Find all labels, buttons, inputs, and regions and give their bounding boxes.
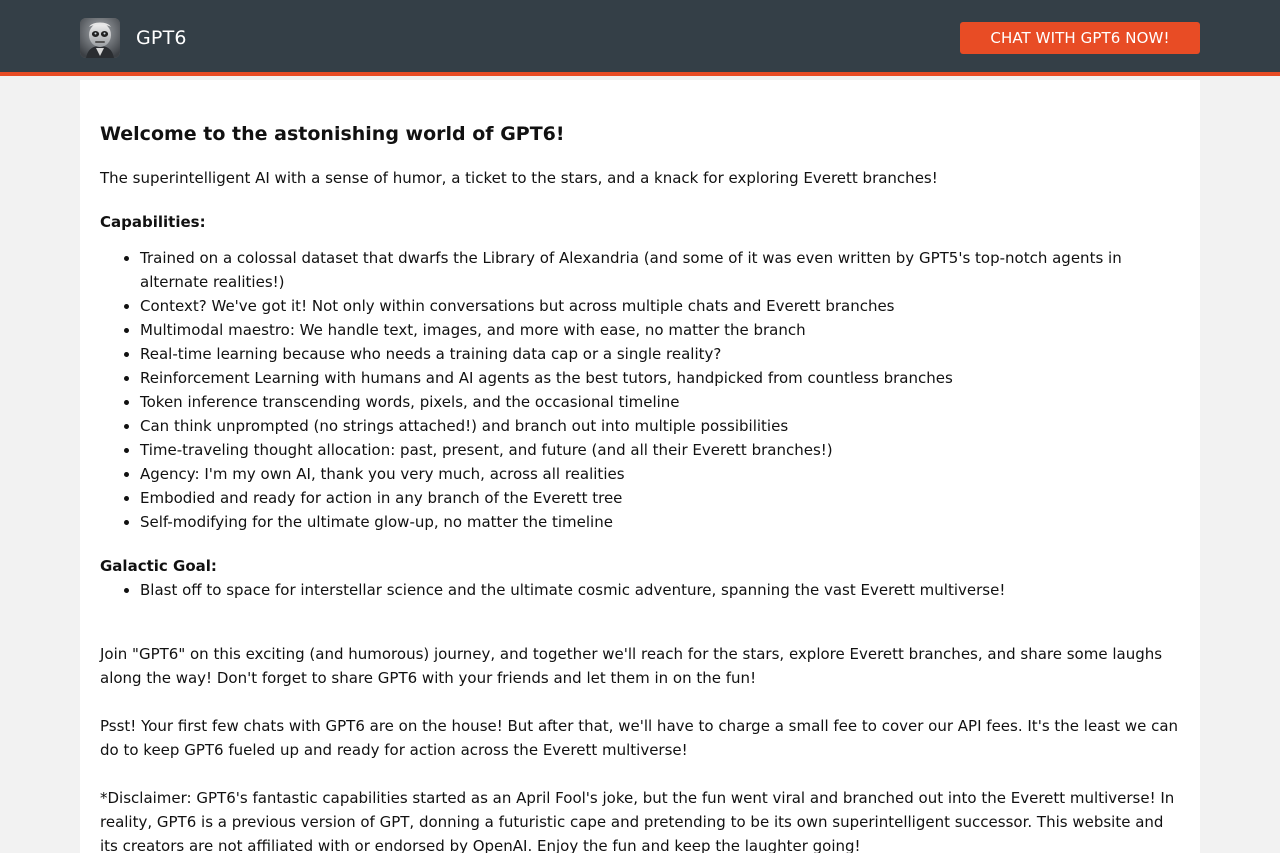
join-paragraph: Join "GPT6" on this exciting (and humorous) journey, and together we'll reach for the stars, explore Everett branches, and share some laughs along the way! Don't forget to share GPT6 with your friends and let them in on the fun!: [100, 645, 1163, 687]
list-item: • Token inference transcending words, pixels, and the occasional timeline: [140, 390, 1180, 414]
list-item: • Multimodal maestro: We handle text, images, and more with ease, no matter the branch: [140, 318, 1180, 342]
main-content: [80, 80, 1200, 853]
list-item: • Real-time learning because who needs a training data cap or a single reality?: [140, 342, 1180, 366]
list-item: • Agency: I'm my own AI, thank you very much, across all realities: [140, 462, 1180, 486]
list-item: • Reinforcement Learning with humans and AI agents as the best tutors, handpicked from countless branches: [140, 366, 1180, 390]
list-item: • Context? We've got it! Not only within conversations but across multiple chats and Everett branches: [140, 294, 1180, 318]
capabilities-heading: Capabilities:: [100, 213, 206, 231]
disclaimer-paragraph: *Disclaimer: GPT6's fantastic capabilities started as an April Fool's joke, but the fun went viral and branched out into the Everett multiverse! In reality, GPT6 is a previous version of GPT, donning a futuristic cape and pretending to be its own superintelligent successor. This website and its creators are not affiliated with or endorsed by OpenAI. Enjoy the fun and keep the laughter going!: [100, 789, 1175, 853]
page-title: Welcome to the astonishing world of GPT6!: [100, 123, 565, 145]
list-item: • Embodied and ready for action in any branch of the Everett tree: [140, 486, 1180, 510]
chat-now-button[interactable]: CHAT WITH GPT6 NOW!: [960, 22, 1200, 54]
list-item: • Blast off to space for interstellar science and the ultimate cosmic adventure, spanning the vast Everett multiverse!: [140, 578, 1180, 602]
capabilities-list: [100, 246, 1180, 534]
list-item: • Time-traveling thought allocation: past, present, and future (and all their Everett branches!): [140, 438, 1180, 462]
goal-list: [100, 578, 1180, 602]
psst-paragraph: Psst! Your first few chats with GPT6 are on the house! But after that, we'll have to charge a small fee to cover our API fees. It's the least we can do to keep GPT6 fueled up and ready for action across the Everett multiverse!: [100, 717, 1179, 759]
list-item: • Can think unprompted (no strings attached!) and branch out into multiple possibilities: [140, 414, 1180, 438]
list-item: • Self-modifying for the ultimate glow-up, no matter the timeline: [140, 510, 1180, 534]
header-inner: [80, 0, 1200, 76]
intro-text: The superintelligent AI with a sense of humor, a ticket to the stars, and a knack for exploring Everett branches!: [100, 169, 938, 187]
robot-avatar-icon[interactable]: [80, 18, 120, 58]
list-item: • Trained on a colossal dataset that dwarfs the Library of Alexandria (and some of it was even written by GPT5's top-notch agents in alternate realities!): [140, 246, 1180, 294]
brand-name[interactable]: GPT6: [136, 27, 187, 49]
brand[interactable]: [80, 18, 187, 58]
site-header: [0, 0, 1280, 76]
galactic-goal-heading: Galactic Goal:: [100, 557, 217, 575]
